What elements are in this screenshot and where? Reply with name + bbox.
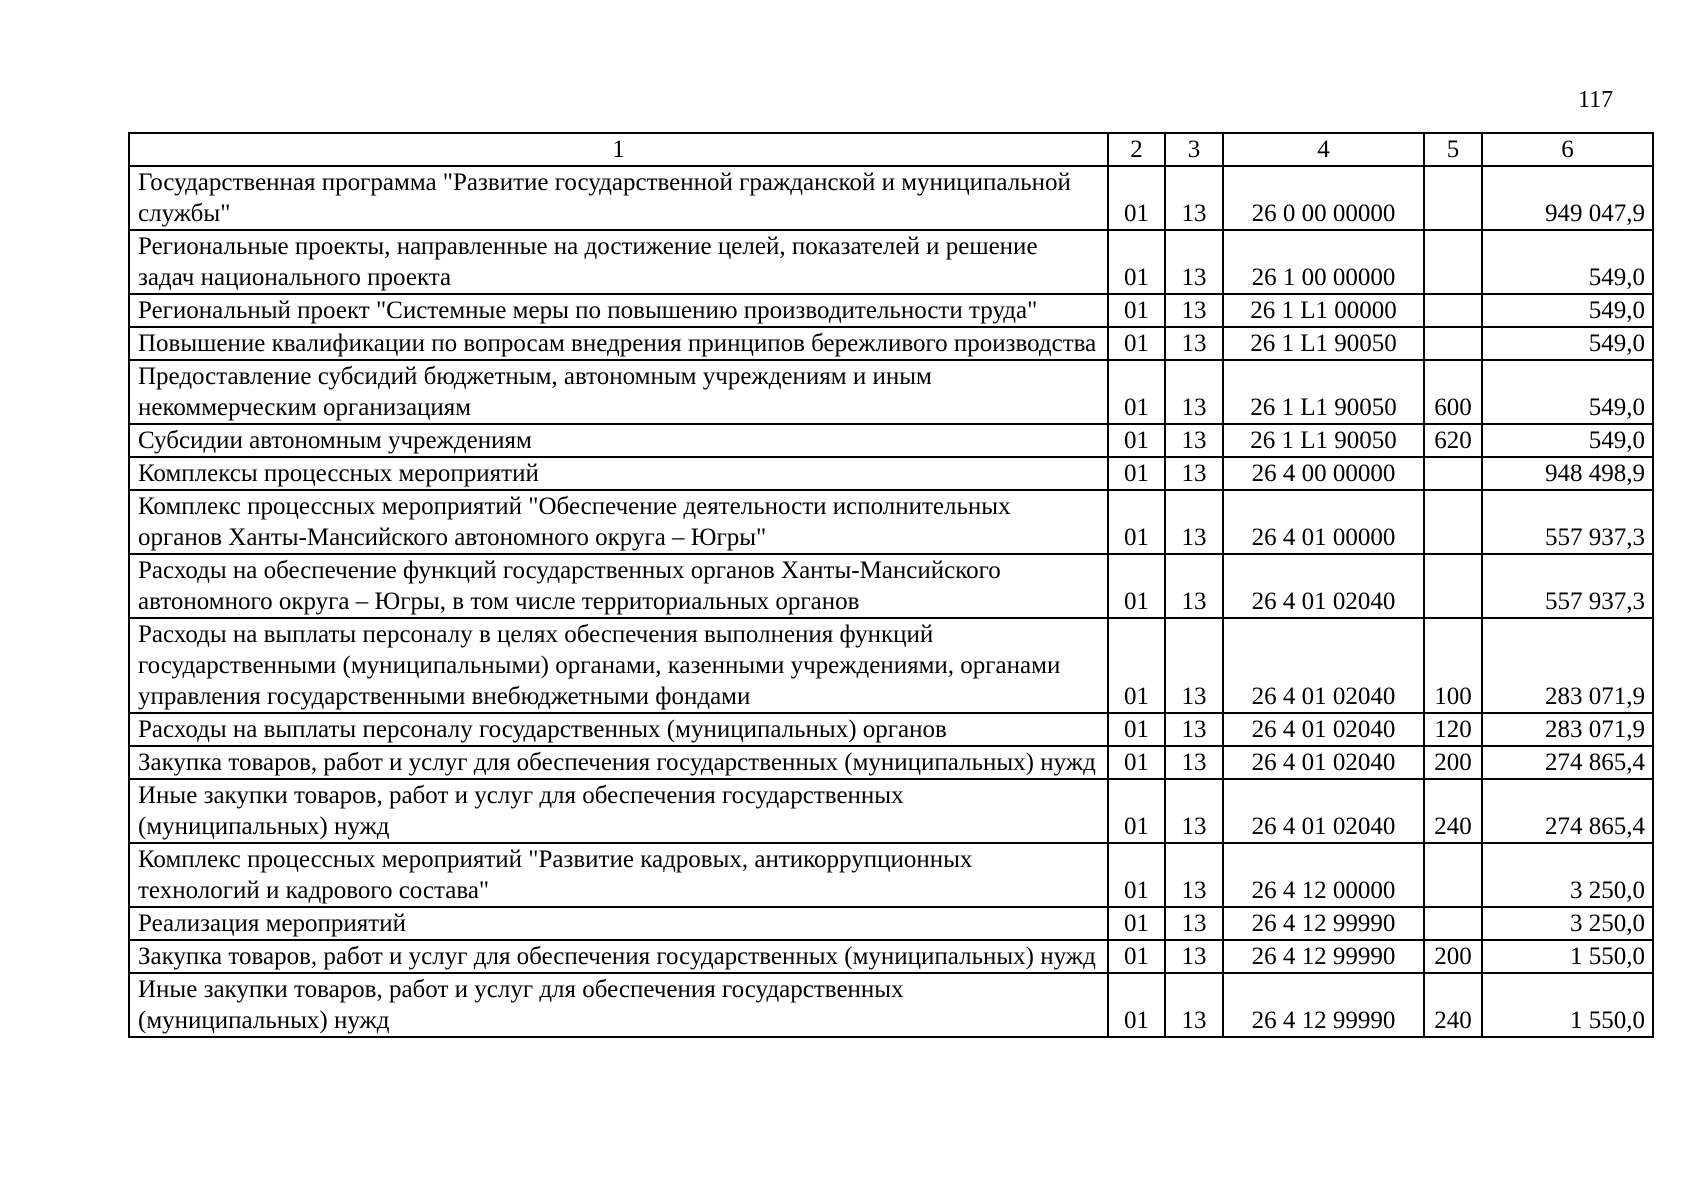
table-row (129, 618, 1653, 713)
row-name: Предоставление субсидий бюджетным, автономным учреждениям и иным некоммерческим организациям (129, 360, 1108, 424)
row-subsection: 13 (1165, 618, 1223, 713)
row-subsection: 13 (1165, 940, 1223, 973)
table-row (129, 360, 1653, 424)
row-expense-type (1424, 457, 1482, 490)
row-target-article: 26 1 L1 90050 (1223, 360, 1424, 424)
table-row (129, 907, 1653, 940)
row-name: Региональный проект "Системные меры по повышению производительности труда" (129, 294, 1108, 327)
row-subsection: 13 (1165, 424, 1223, 457)
table-row (129, 554, 1653, 618)
table-row (129, 940, 1653, 973)
row-section: 01 (1108, 294, 1165, 327)
row-target-article: 26 4 01 02040 (1223, 713, 1424, 746)
row-name: Иные закупки товаров, работ и услуг для обеспечения государственных (муниципальных) нужд (129, 973, 1108, 1037)
row-section: 01 (1108, 327, 1165, 360)
table-row (129, 843, 1653, 907)
row-expense-type: 600 (1424, 360, 1482, 424)
row-target-article: 26 4 12 99990 (1223, 940, 1424, 973)
table-row (129, 327, 1653, 360)
row-expense-type: 200 (1424, 746, 1482, 779)
row-amount: 274 865,4 (1482, 779, 1653, 843)
row-name: Закупка товаров, работ и услуг для обеспечения государственных (муниципальных) нужд (129, 940, 1108, 973)
table-row (129, 713, 1653, 746)
row-name: Комплекс процессных мероприятий "Обеспечение деятельности исполнительных органов Ханты-Мансийского автономного округа – Югры" (129, 490, 1108, 554)
row-expense-type: 620 (1424, 424, 1482, 457)
row-subsection: 13 (1165, 360, 1223, 424)
row-amount: 549,0 (1482, 360, 1653, 424)
budget-table-body (129, 133, 1653, 1037)
row-subsection: 13 (1165, 713, 1223, 746)
header-row (129, 133, 1653, 166)
header-cell-subsection: 3 (1165, 133, 1223, 166)
row-expense-type (1424, 230, 1482, 294)
row-subsection: 13 (1165, 554, 1223, 618)
row-amount: 1 550,0 (1482, 940, 1653, 973)
row-name: Региональные проекты, направленные на достижение целей, показателей и решение задач национального проекта (129, 230, 1108, 294)
row-name: Расходы на выплаты персоналу в целях обеспечения выполнения функций государственными (муниципальными) органами, казенными учреждениями, органами управления государственными внебюджетными фондами (129, 618, 1108, 713)
row-expense-type: 100 (1424, 618, 1482, 713)
row-subsection: 13 (1165, 843, 1223, 907)
row-target-article: 26 0 00 00000 (1223, 166, 1424, 230)
budget-table (128, 132, 1654, 1038)
row-subsection: 13 (1165, 230, 1223, 294)
row-expense-type (1424, 490, 1482, 554)
row-amount: 1 550,0 (1482, 973, 1653, 1037)
row-section: 01 (1108, 713, 1165, 746)
row-target-article: 26 4 01 02040 (1223, 554, 1424, 618)
row-subsection: 13 (1165, 327, 1223, 360)
row-name: Закупка товаров, работ и услуг для обеспечения государственных (муниципальных) нужд (129, 746, 1108, 779)
row-expense-type (1424, 907, 1482, 940)
row-name: Государственная программа "Развитие государственной гражданской и муниципальной службы" (129, 166, 1108, 230)
row-target-article: 26 4 01 00000 (1223, 490, 1424, 554)
row-subsection: 13 (1165, 746, 1223, 779)
row-section: 01 (1108, 554, 1165, 618)
row-section: 01 (1108, 360, 1165, 424)
row-expense-type (1424, 327, 1482, 360)
row-amount: 3 250,0 (1482, 907, 1653, 940)
row-expense-type: 120 (1424, 713, 1482, 746)
row-target-article: 26 4 12 99990 (1223, 973, 1424, 1037)
row-subsection: 13 (1165, 490, 1223, 554)
table-row (129, 166, 1653, 230)
table-row (129, 779, 1653, 843)
row-subsection: 13 (1165, 457, 1223, 490)
row-target-article: 26 1 L1 90050 (1223, 327, 1424, 360)
row-subsection: 13 (1165, 166, 1223, 230)
row-subsection: 13 (1165, 294, 1223, 327)
row-section: 01 (1108, 907, 1165, 940)
row-name: Субсидии автономным учреждениям (129, 424, 1108, 457)
row-amount: 274 865,4 (1482, 746, 1653, 779)
row-section: 01 (1108, 779, 1165, 843)
row-section: 01 (1108, 490, 1165, 554)
row-amount: 549,0 (1482, 424, 1653, 457)
row-amount: 549,0 (1482, 327, 1653, 360)
row-amount: 557 937,3 (1482, 554, 1653, 618)
row-target-article: 26 1 00 00000 (1223, 230, 1424, 294)
row-name: Реализация мероприятий (129, 907, 1108, 940)
row-expense-type: 240 (1424, 779, 1482, 843)
row-subsection: 13 (1165, 779, 1223, 843)
row-target-article: 26 1 L1 90050 (1223, 424, 1424, 457)
row-target-article: 26 1 L1 00000 (1223, 294, 1424, 327)
header-cell-section: 2 (1108, 133, 1165, 166)
row-name: Повышение квалификации по вопросам внедрения принципов бережливого производства (129, 327, 1108, 360)
row-target-article: 26 4 00 00000 (1223, 457, 1424, 490)
row-section: 01 (1108, 973, 1165, 1037)
row-target-article: 26 4 01 02040 (1223, 779, 1424, 843)
row-target-article: 26 4 01 02040 (1223, 618, 1424, 713)
row-section: 01 (1108, 166, 1165, 230)
row-name: Иные закупки товаров, работ и услуг для обеспечения государственных (муниципальных) нужд (129, 779, 1108, 843)
row-amount: 949 047,9 (1482, 166, 1653, 230)
row-amount: 557 937,3 (1482, 490, 1653, 554)
row-expense-type (1424, 294, 1482, 327)
row-amount: 948 498,9 (1482, 457, 1653, 490)
page-number: 117 (1578, 87, 1614, 113)
table-row (129, 490, 1653, 554)
row-section: 01 (1108, 424, 1165, 457)
row-section: 01 (1108, 230, 1165, 294)
row-expense-type (1424, 166, 1482, 230)
table-row (129, 424, 1653, 457)
table-row (129, 230, 1653, 294)
row-amount: 549,0 (1482, 294, 1653, 327)
row-section: 01 (1108, 457, 1165, 490)
row-amount: 3 250,0 (1482, 843, 1653, 907)
row-name: Комплекс процессных мероприятий "Развитие кадровых, антикоррупционных технологий и кадрового состава" (129, 843, 1108, 907)
table-row (129, 457, 1653, 490)
row-target-article: 26 4 12 99990 (1223, 907, 1424, 940)
row-amount: 283 071,9 (1482, 713, 1653, 746)
row-name: Комплексы процессных мероприятий (129, 457, 1108, 490)
table-row (129, 294, 1653, 327)
row-section: 01 (1108, 618, 1165, 713)
row-target-article: 26 4 01 02040 (1223, 746, 1424, 779)
row-subsection: 13 (1165, 907, 1223, 940)
row-expense-type: 200 (1424, 940, 1482, 973)
header-cell-expense-type: 5 (1424, 133, 1482, 166)
header-cell-target-article: 4 (1223, 133, 1424, 166)
row-amount: 549,0 (1482, 230, 1653, 294)
row-name: Расходы на выплаты персоналу государственных (муниципальных) органов (129, 713, 1108, 746)
header-cell-name: 1 (129, 133, 1108, 166)
header-cell-amount: 6 (1482, 133, 1653, 166)
table-row (129, 746, 1653, 779)
row-section: 01 (1108, 843, 1165, 907)
row-section: 01 (1108, 746, 1165, 779)
row-name: Расходы на обеспечение функций государственных органов Ханты-Мансийского автономного округа – Югры, в том числе территориальных органов (129, 554, 1108, 618)
row-amount: 283 071,9 (1482, 618, 1653, 713)
row-target-article: 26 4 12 00000 (1223, 843, 1424, 907)
row-subsection: 13 (1165, 973, 1223, 1037)
row-section: 01 (1108, 940, 1165, 973)
table-row (129, 973, 1653, 1037)
row-expense-type (1424, 554, 1482, 618)
row-expense-type (1424, 843, 1482, 907)
row-expense-type: 240 (1424, 973, 1482, 1037)
